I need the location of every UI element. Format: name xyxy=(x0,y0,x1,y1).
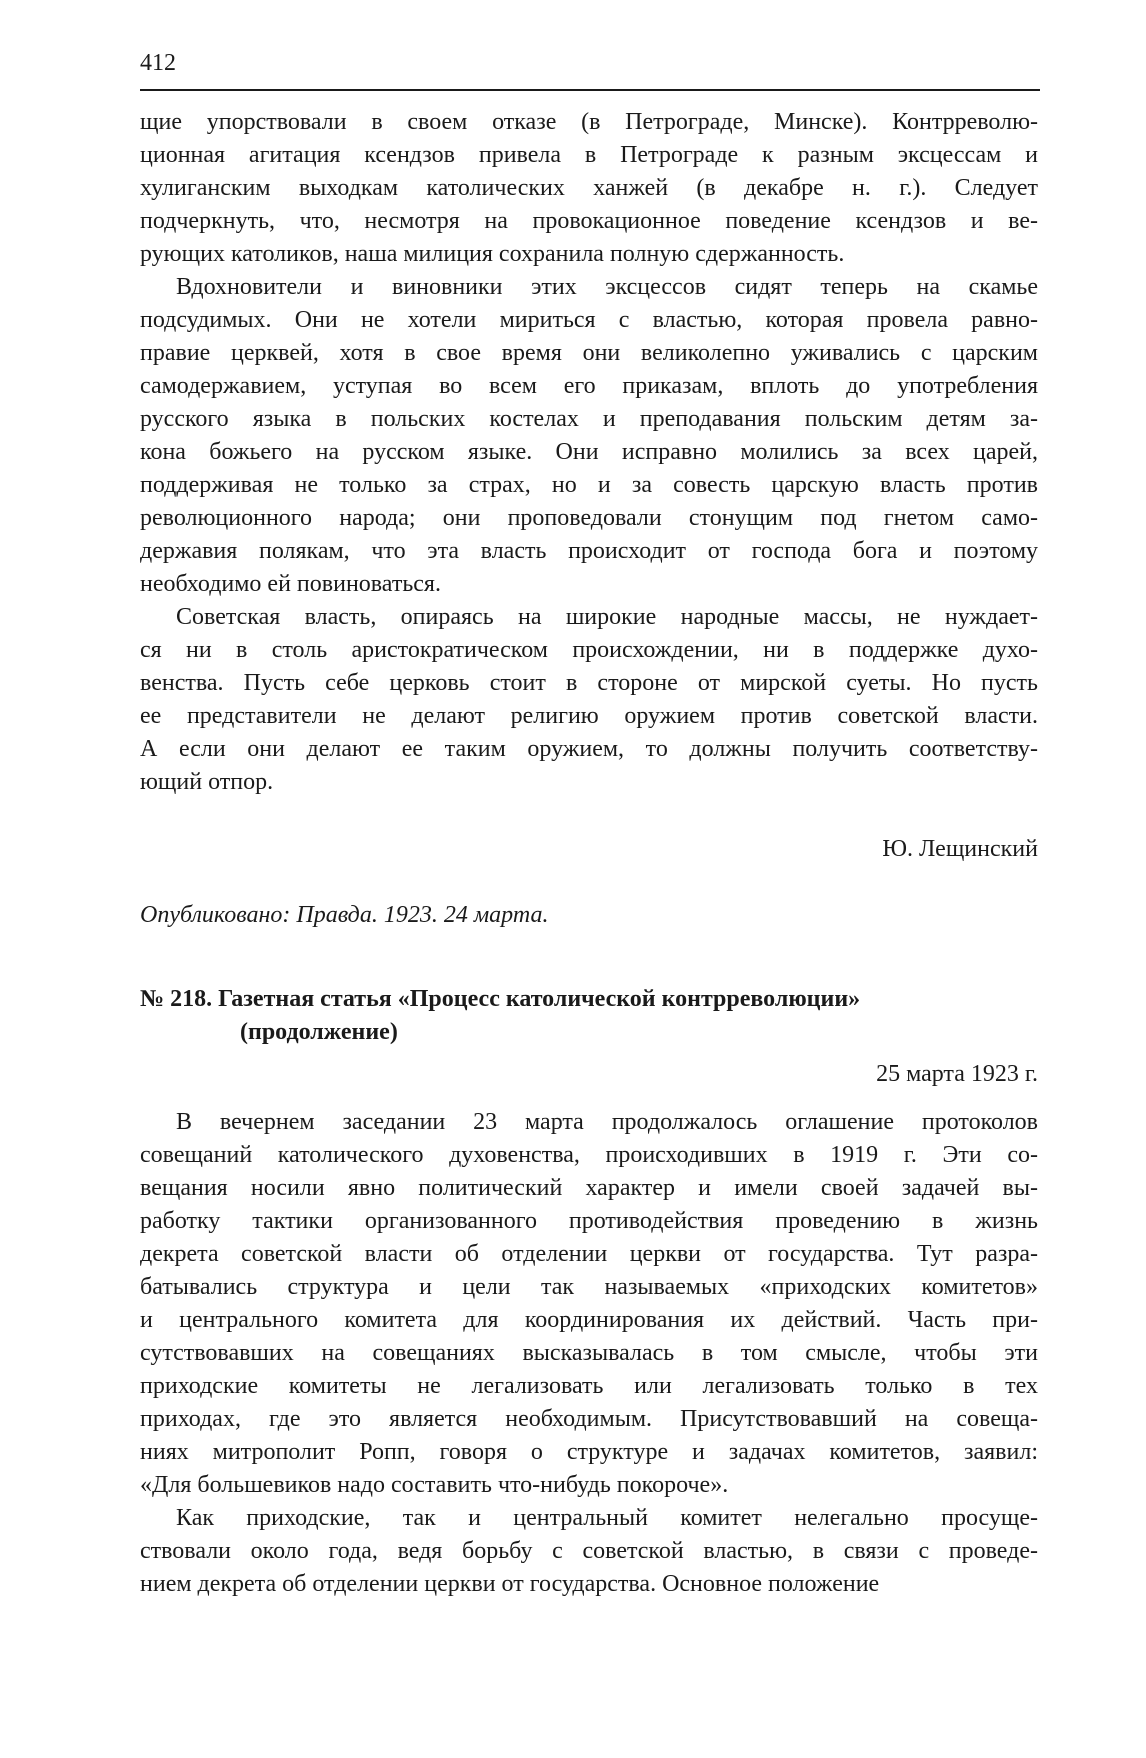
text-line: Советская власть, опираясь на широкие народные массы, не нуждает- xyxy=(176,604,1038,630)
header-rule xyxy=(140,89,1040,91)
text-line: державия полякам, что эта власть происходит от господа бога и поэтому xyxy=(140,538,1038,564)
text-line: русского языка в польских костелах и преподавания польским детям за- xyxy=(140,406,1038,432)
text-line: необходимо ей повиноваться. xyxy=(140,571,441,597)
text-line: приходах, где это является необходимым. Присутствовавший на совеща- xyxy=(140,1406,1038,1432)
text-line: сутствовавших на совещаниях высказывалась в том смысле, чтобы эти xyxy=(140,1340,1038,1366)
heading-line-2: (продолжение) xyxy=(240,1019,398,1045)
document-body-text xyxy=(140,1106,1038,1601)
text-line: щие упорствовали в своем отказе (в Петрограде, Минске). Контрреволю- xyxy=(140,109,1038,135)
text-line: и центрального комитета для координирования их действий. Часть при- xyxy=(140,1307,1038,1333)
text-line: Как приходские, так и центральный комитет нелегально просуще- xyxy=(176,1505,1038,1531)
text-line: ся ни в столь аристократическом происхождении, ни в поддержке духо- xyxy=(140,637,1038,663)
text-line: подчеркнуть, что, несмотря на провокационное поведение ксендзов и ве- xyxy=(140,208,1038,234)
text-line: хулиганским выходкам католических ханжей (в декабре н. г.). Следует xyxy=(140,175,1038,201)
text-line: батывались структура и цели так называемых «приходских комитетов» xyxy=(140,1274,1038,1300)
text-line: рующих католиков, наша милиция сохранила полную сдержанность. xyxy=(140,241,845,267)
text-line: ствовали около года, ведя борьбу с советской властью, в связи с проведе- xyxy=(140,1538,1038,1564)
text-line: вещания носили явно политический характер и имели своей задачей вы- xyxy=(140,1175,1038,1201)
heading-line-1: № 218. Газетная статья «Процесс католической контрреволюции» xyxy=(140,986,861,1012)
text-line: приходские комитеты не легализовать или легализовать только в тех xyxy=(140,1373,1038,1399)
page-number: 412 xyxy=(140,50,176,76)
document-heading xyxy=(140,983,1038,1049)
text-line: венства. Пусть себе церковь стоит в стороне от мирской суеты. Но пусть xyxy=(140,670,1038,696)
text-line: ее представители не делают религию оружием против советской власти. xyxy=(140,703,1038,729)
text-line: ниях митрополит Ропп, говоря о структуре и задачах комитетов, заявил: xyxy=(140,1439,1038,1465)
article-continuation-text xyxy=(140,106,1038,799)
text-line: В вечернем заседании 23 марта продолжалось оглашение протоколов xyxy=(176,1109,1038,1135)
text-line: ющий отпор. xyxy=(140,769,274,795)
text-line: правие церквей, хотя в свое время они великолепно уживались с царским xyxy=(140,340,1038,366)
text-line: Вдохновители и виновники этих эксцессов сидят теперь на скамье xyxy=(176,274,1038,300)
text-line: ционная агитация ксендзов привела в Петрограде к разным эксцессам и xyxy=(140,142,1038,168)
text-line: самодержавием, уступая во всем его приказам, вплоть до употребления xyxy=(140,373,1038,399)
author-signature: Ю. Лещинский xyxy=(882,836,1038,862)
text-line: работку тактики организованного противодействия проведению в жизнь xyxy=(140,1208,1038,1234)
publication-note: Опубликовано: Правда. 1923. 24 марта. xyxy=(140,902,549,928)
text-line: революционного народа; они проповедовали стонущим под гнетом само- xyxy=(140,505,1038,531)
text-line: А если они делают ее таким оружием, то должны получить соответству- xyxy=(140,736,1038,762)
text-line: «Для большевиков надо составить что-нибудь покороче». xyxy=(140,1472,729,1498)
text-line: кона божьего на русском языке. Они исправно молились за всех царей, xyxy=(140,439,1038,465)
text-line: поддерживая не только за страх, но и за совесть царскую власть против xyxy=(140,472,1038,498)
text-line: нием декрета об отделении церкви от государства. Основное положение xyxy=(140,1571,880,1597)
text-line: декрета советской власти об отделении церкви от государства. Тут разра- xyxy=(140,1241,1038,1267)
text-line: совещаний католического духовенства, происходивших в 1919 г. Эти со- xyxy=(140,1142,1038,1168)
text-line: подсудимых. Они не хотели мириться с властью, которая провела равно- xyxy=(140,307,1038,333)
document-date: 25 марта 1923 г. xyxy=(876,1061,1038,1087)
